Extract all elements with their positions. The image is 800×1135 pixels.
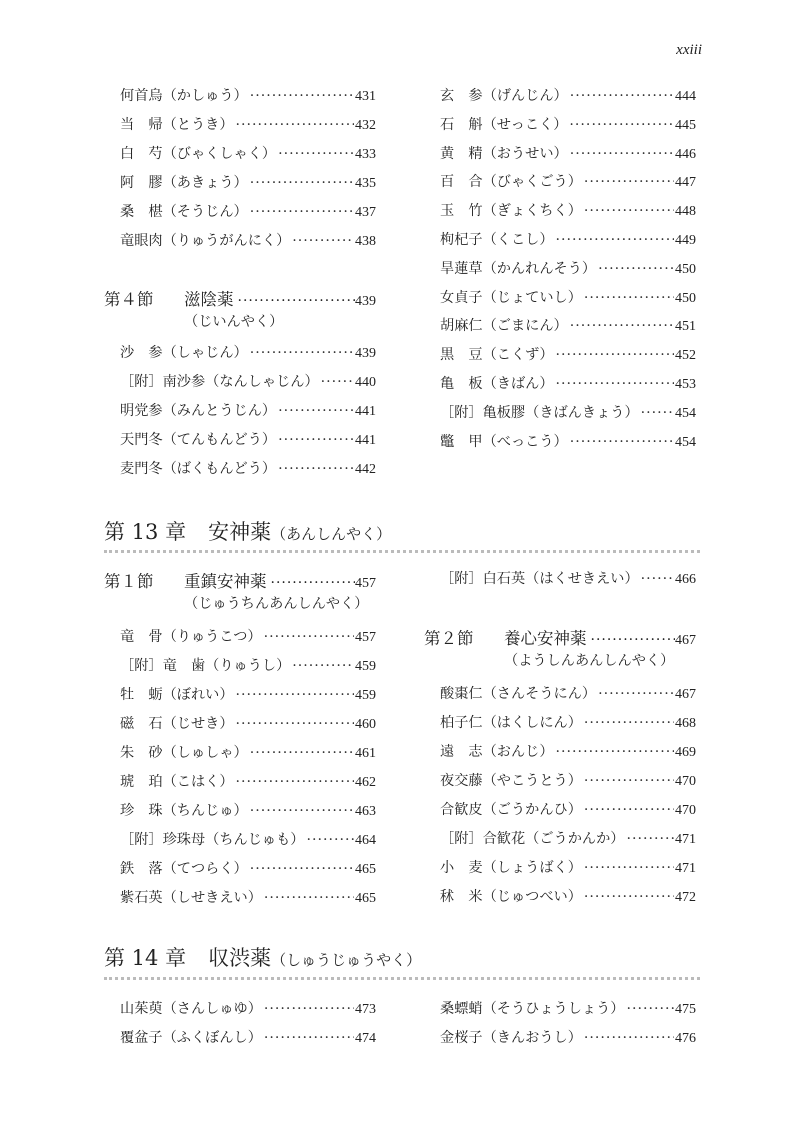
section-number: 第１節 bbox=[104, 572, 154, 591]
entry-name: 黒 豆（こくず） bbox=[440, 347, 554, 364]
entry-page: 459 bbox=[355, 659, 376, 674]
entry-name: 当 帰（とうき） bbox=[120, 117, 234, 133]
entry-name: 竜 骨（りゅうこつ） bbox=[120, 629, 262, 645]
entry-page: 470 bbox=[675, 803, 696, 818]
entry-name: 琥 珀（こはく） bbox=[120, 774, 234, 790]
entry-page: 448 bbox=[675, 204, 696, 220]
entry-name: 明党参（みんとうじん） bbox=[120, 403, 277, 419]
entry-name: 麦門冬（ばくもんどう） bbox=[120, 461, 277, 477]
entry-name: 覆盆子（ふくぼんし） bbox=[120, 1030, 262, 1046]
entry-name: 阿 膠（あきょう） bbox=[120, 175, 248, 191]
entry-name: 遠 志（おんじ） bbox=[440, 744, 554, 760]
entry-page: 472 bbox=[675, 890, 696, 905]
chapter-14-title: 収渋薬 bbox=[208, 946, 272, 970]
entry-page: 466 bbox=[675, 572, 696, 587]
entry-name: ［附］白石英（はくせきえい） bbox=[440, 571, 639, 587]
entry-name: 酸棗仁（さんそうにん） bbox=[440, 686, 597, 702]
chapter-14-number: 第 14 章 bbox=[104, 946, 187, 970]
page-number: xxiii bbox=[676, 42, 702, 58]
entry-name: 沙 参（しゃじん） bbox=[120, 345, 248, 361]
entry-page: 470 bbox=[675, 774, 696, 789]
entry-name: 黄 精（おうせい） bbox=[440, 145, 568, 162]
entry-page: 437 bbox=[355, 205, 376, 220]
entry-page: 449 bbox=[675, 233, 696, 248]
section-number: 第２節 bbox=[424, 629, 474, 648]
entry-name: 紫石英（しせきえい） bbox=[120, 890, 262, 906]
entry-page: 433 bbox=[355, 147, 376, 162]
section-reading: （じいんやく） bbox=[184, 314, 284, 330]
entry-page: 461 bbox=[355, 746, 376, 761]
entry-page: 459 bbox=[355, 688, 376, 703]
entry-page: 438 bbox=[355, 234, 376, 249]
leader-dots bbox=[626, 1001, 674, 1017]
entry-page: 447 bbox=[675, 175, 696, 191]
section-reading: （じゅうちんあんしんやく） bbox=[184, 596, 369, 612]
chapter-13-reading: （あんしんやく） bbox=[271, 525, 392, 543]
entry-name: 夜交藤（やこうとう） bbox=[440, 773, 582, 789]
entry-page: 469 bbox=[675, 745, 696, 760]
entry-name: 桑 椹（そうじん） bbox=[120, 204, 248, 220]
entry-page: 460 bbox=[355, 717, 376, 732]
entry-page: 444 bbox=[675, 89, 696, 104]
entry-name: 亀 板（きばん） bbox=[440, 376, 554, 392]
entry-name: ［附］珍珠母（ちんじゅも） bbox=[120, 832, 305, 848]
entry-page: 476 bbox=[675, 1031, 696, 1046]
entry-name: 何首烏（かしゅう） bbox=[120, 88, 248, 104]
entry-name: 白 芍（びゃくしゃく） bbox=[120, 146, 277, 162]
entry-name: 石 斛（せっこく） bbox=[440, 116, 568, 133]
section-page: 439 bbox=[355, 294, 376, 309]
entry-name: 合歓皮（ごうかんひ） bbox=[440, 802, 582, 818]
entry-page: 432 bbox=[355, 118, 376, 133]
entry-page: 452 bbox=[675, 348, 696, 364]
entry-name: ［附］合歓花（ごうかんか） bbox=[440, 831, 625, 847]
entry-name: 珍 珠（ちんじゅ） bbox=[120, 803, 248, 819]
entry-name: 鉄 落（てつらく） bbox=[120, 861, 248, 877]
entry-page: 441 bbox=[355, 404, 376, 419]
entry-name: 胡麻仁（ごまにん） bbox=[440, 318, 568, 335]
entry-name: 秫 米（じゅつべい） bbox=[440, 889, 582, 905]
leader-dots bbox=[584, 1030, 674, 1046]
entry-name: 朱 砂（しゅしゃ） bbox=[120, 745, 248, 761]
entry-name: 竜眼肉（りゅうがんにく） bbox=[120, 233, 291, 249]
entry-page: 465 bbox=[355, 891, 376, 906]
entry-page: 453 bbox=[675, 377, 696, 392]
entry-name: 牡 蛎（ぼれい） bbox=[120, 687, 234, 703]
entry-name: ［附］亀板膠（きばんきょう） bbox=[440, 404, 639, 421]
leader-dots bbox=[264, 1001, 354, 1017]
toc-entry bbox=[440, 998, 696, 1020]
entry-name: 玉 竹（ぎょくちく） bbox=[440, 203, 582, 220]
entry-page: 445 bbox=[675, 117, 696, 133]
section-number: 第４節 bbox=[104, 290, 154, 309]
leader-dots bbox=[264, 1030, 354, 1046]
entry-page: 464 bbox=[355, 833, 376, 848]
entry-name: 天門冬（てんもんどう） bbox=[120, 432, 277, 448]
entry-page: 451 bbox=[675, 319, 696, 335]
section-page: 467 bbox=[675, 633, 696, 648]
entry-page: 441 bbox=[355, 433, 376, 448]
entry-name: 磁 石（じせき） bbox=[120, 716, 234, 732]
entry-page: 474 bbox=[355, 1031, 376, 1046]
entry-page: 457 bbox=[355, 630, 376, 645]
chapter-14-left-column bbox=[104, 0, 376, 1060]
entry-name: 山茱萸（さんしゅゆ） bbox=[120, 1001, 262, 1017]
entry-page: 435 bbox=[355, 176, 376, 191]
entry-name: ［附］南沙参（なんしゃじん） bbox=[120, 374, 319, 390]
entry-page: 442 bbox=[355, 462, 376, 477]
entry-page: 462 bbox=[355, 775, 376, 790]
entry-page: 465 bbox=[355, 862, 376, 877]
entry-page: 450 bbox=[675, 290, 696, 306]
entry-name: 小 麦（しょうばく） bbox=[440, 860, 582, 876]
toc-entry bbox=[440, 1027, 696, 1049]
chapter-13-number: 第 13 章 bbox=[104, 520, 187, 544]
toc-entry bbox=[120, 1027, 376, 1049]
entry-page: 468 bbox=[675, 716, 696, 731]
entry-name: 百 合（びゃくごう） bbox=[440, 174, 582, 191]
entry-page: 439 bbox=[355, 346, 376, 361]
entry-page: 440 bbox=[355, 375, 376, 390]
toc-entry bbox=[120, 998, 376, 1020]
entry-name: 旱蓮草（かんれんそう） bbox=[440, 260, 597, 277]
entry-page: 446 bbox=[675, 146, 696, 162]
section-reading: （ようしんあんしんやく） bbox=[504, 653, 675, 669]
section-title: 養心安神薬 bbox=[504, 629, 587, 648]
entry-page: 454 bbox=[675, 434, 696, 450]
chapter-14-right-column bbox=[424, 0, 696, 1060]
chapter-14-reading: （しゅうじゅうやく） bbox=[271, 951, 422, 969]
entry-name: 鼈 甲（べっこう） bbox=[440, 433, 568, 450]
entry-page: 431 bbox=[355, 89, 376, 104]
entry-page: 467 bbox=[675, 687, 696, 702]
entry-name: ［附］竜 歯（りゅうし） bbox=[120, 658, 291, 674]
section-title: 重鎮安神薬 bbox=[184, 572, 267, 591]
entry-name: 玄 参（げんじん） bbox=[440, 88, 568, 104]
section-title: 滋陰薬 bbox=[184, 290, 234, 309]
entry-name: 金桜子（きんおうし） bbox=[440, 1030, 582, 1046]
entry-name: 枸杞子（くこし） bbox=[440, 232, 554, 248]
entry-name: 女貞子（じょていし） bbox=[440, 289, 582, 306]
entry-page: 475 bbox=[675, 1002, 696, 1017]
entry-page: 463 bbox=[355, 804, 376, 819]
entry-page: 450 bbox=[675, 261, 696, 277]
entry-page: 454 bbox=[675, 405, 696, 421]
entry-page: 471 bbox=[675, 861, 696, 876]
section-page: 457 bbox=[355, 576, 376, 591]
entry-page: 471 bbox=[675, 832, 696, 847]
chapter-13-title: 安神薬 bbox=[208, 520, 272, 544]
entry-name: 桑螵蛸（そうひょうしょう） bbox=[440, 1001, 625, 1017]
entry-page: 473 bbox=[355, 1002, 376, 1017]
entry-name: 柏子仁（はくしにん） bbox=[440, 715, 582, 731]
